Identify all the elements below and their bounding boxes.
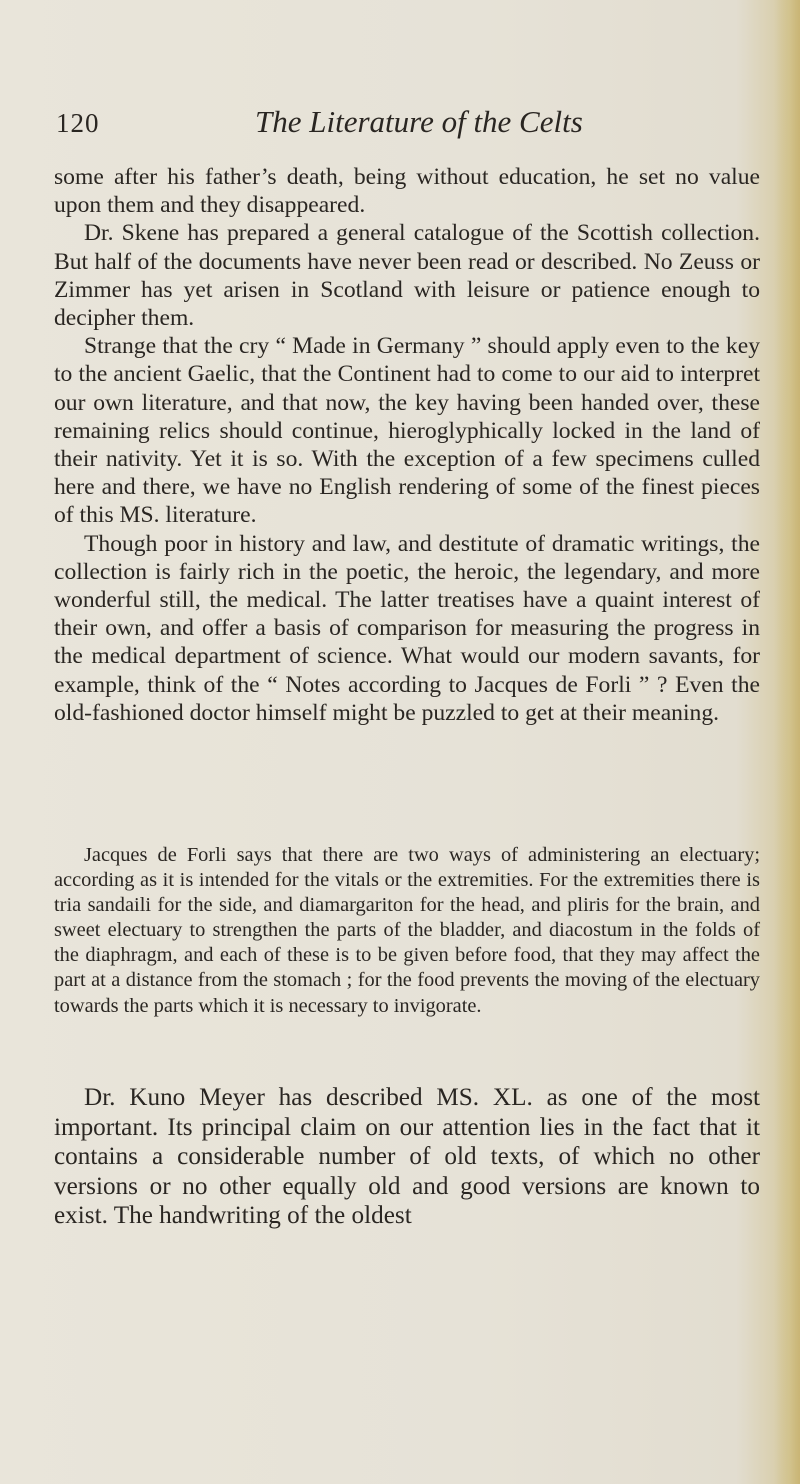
page-edge-shading bbox=[774, 0, 800, 1484]
paragraph-skene-catalogue: Dr. Skene has prepared a general catalogue of the Scottish collection. But half of the documents have never been read or described. No Zeuss or Zimmer has yet arisen in Scotland with leisure or patience enough to decipher them. bbox=[54, 220, 760, 332]
paragraph-kuno-meyer: Dr. Kuno Meyer has described MS. XL. as one of the most important. Its principal claim on our attention lies in the fact that it contains a considerable number of old texts, of which no other versions or no other equally old and good versions are known to exist. The handwriting of the oldest bbox=[54, 1084, 760, 1230]
quote-jacques-de-forli: Jacques de Forli says that there are two ways of administering an electuary; according as it is intended for the vitals or the extremities. For the extremities there is tria sandaili for the side, and diamargariton for the head, and pliris for the brain, and sweet electuary to strengthen the parts of the bladder, and diacostum in the folds of the diaphragm, and each of these is to be given before food, that they may affect the part at a distance from the stomach ; for the food prevents the moving of the electuary towards the parts which it is necessary to invigorate. bbox=[54, 844, 760, 1017]
paragraph-medical-collection: Though poor in history and law, and destitute of dramatic writings, the collection is fairly rich in the poetic, the heroic, the legendary, and more wonderful still, the medical. The latter treatises have a quaint interest of their own, and offer a basis of comparison for measuring the progress in the medical department of science. What would our modern savants, for example, think of the “ Notes according to Jacques de Forli ” ? Even the old-fashioned doctor himself might be puzzled to get at their meaning. bbox=[54, 530, 760, 726]
page-header bbox=[56, 100, 756, 148]
paragraph-made-in-germany: Strange that the cry “ Made in Germany ” should apply even to the key to the ancient Gaelic, that the Continent had to come to our aid to interpret our own literature, and that now, the key having been handed over, these remaining relics should continue, hieroglyphically locked in the land of their nativity. Yet it is so. With the exception of a few specimens culled here and there, we have no English rendering of some of the finest pieces of this MS. literature. bbox=[54, 333, 760, 529]
page-number: 120 bbox=[56, 108, 100, 138]
body-text bbox=[54, 163, 760, 727]
running-title: The Literature of the Celts bbox=[255, 104, 583, 139]
paragraph-continued: some after his father’s death, being without education, he set no value upon them and they disappeared. bbox=[54, 164, 760, 219]
closing-text bbox=[54, 1083, 760, 1231]
block-quote bbox=[54, 843, 760, 1019]
